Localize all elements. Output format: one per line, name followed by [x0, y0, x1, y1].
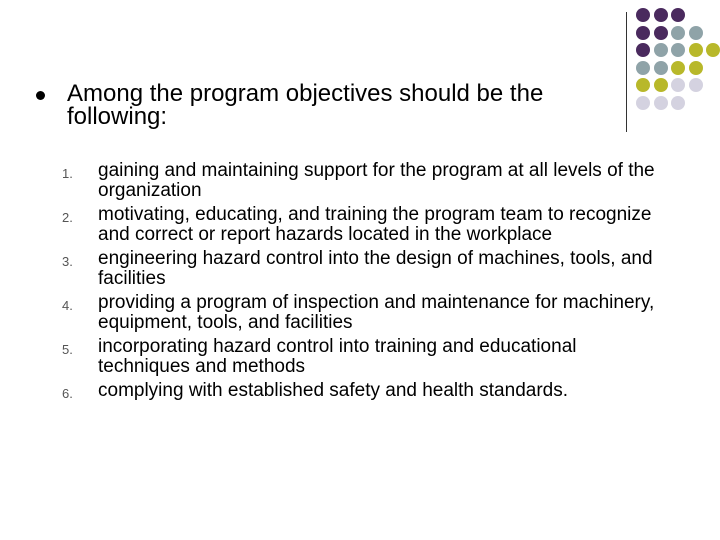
decorative-dot [671, 8, 685, 22]
decorative-dot [636, 8, 650, 22]
item-number: 5. [62, 342, 73, 357]
decorative-dot [654, 61, 668, 75]
decorative-dot [636, 78, 650, 92]
list-item [62, 381, 662, 401]
item-text: motivating, educating, and training the program team to recognize and correct or report hazards located in the workplace [98, 204, 652, 245]
decorative-dot [636, 96, 650, 110]
divider-line [626, 12, 627, 132]
decorative-dot [671, 96, 685, 110]
decorative-dot [689, 43, 703, 57]
item-text: providing a program of inspection and maintenance for machinery, equipment, tools, and facilities [98, 292, 655, 333]
item-text: incorporating hazard control into training and educational techniques and methods [98, 336, 577, 377]
item-number: 1. [62, 166, 73, 181]
decorative-dot-grid [636, 8, 720, 120]
decorative-dot [689, 78, 703, 92]
decorative-dot [706, 43, 720, 57]
decorative-dot [636, 61, 650, 75]
item-number: 6. [62, 386, 73, 401]
decorative-dot [654, 78, 668, 92]
bullet-icon [36, 91, 45, 100]
item-text: complying with established safety and health standards. [98, 380, 568, 401]
item-number: 2. [62, 210, 73, 225]
decorative-dot [636, 26, 650, 40]
list-item [62, 161, 662, 201]
decorative-dot [671, 26, 685, 40]
decorative-dot [689, 26, 703, 40]
item-number: 4. [62, 298, 73, 313]
objectives-list [62, 161, 662, 405]
item-number: 3. [62, 254, 73, 269]
decorative-dot [636, 43, 650, 57]
list-item [62, 293, 662, 333]
item-text: gaining and maintaining support for the program at all levels of the organization [98, 160, 655, 201]
item-text: engineering hazard control into the design of machines, tools, and facilities [98, 248, 653, 289]
decorative-dot [654, 26, 668, 40]
list-item [62, 205, 662, 245]
decorative-dot [654, 43, 668, 57]
decorative-dot [689, 61, 703, 75]
list-item [62, 337, 662, 377]
decorative-dot [671, 78, 685, 92]
decorative-dot [654, 96, 668, 110]
decorative-dot [654, 8, 668, 22]
heading-text: Among the program objectives should be the following: [67, 80, 544, 130]
decorative-dot [671, 61, 685, 75]
list-item [62, 249, 662, 289]
decorative-dot [671, 43, 685, 57]
